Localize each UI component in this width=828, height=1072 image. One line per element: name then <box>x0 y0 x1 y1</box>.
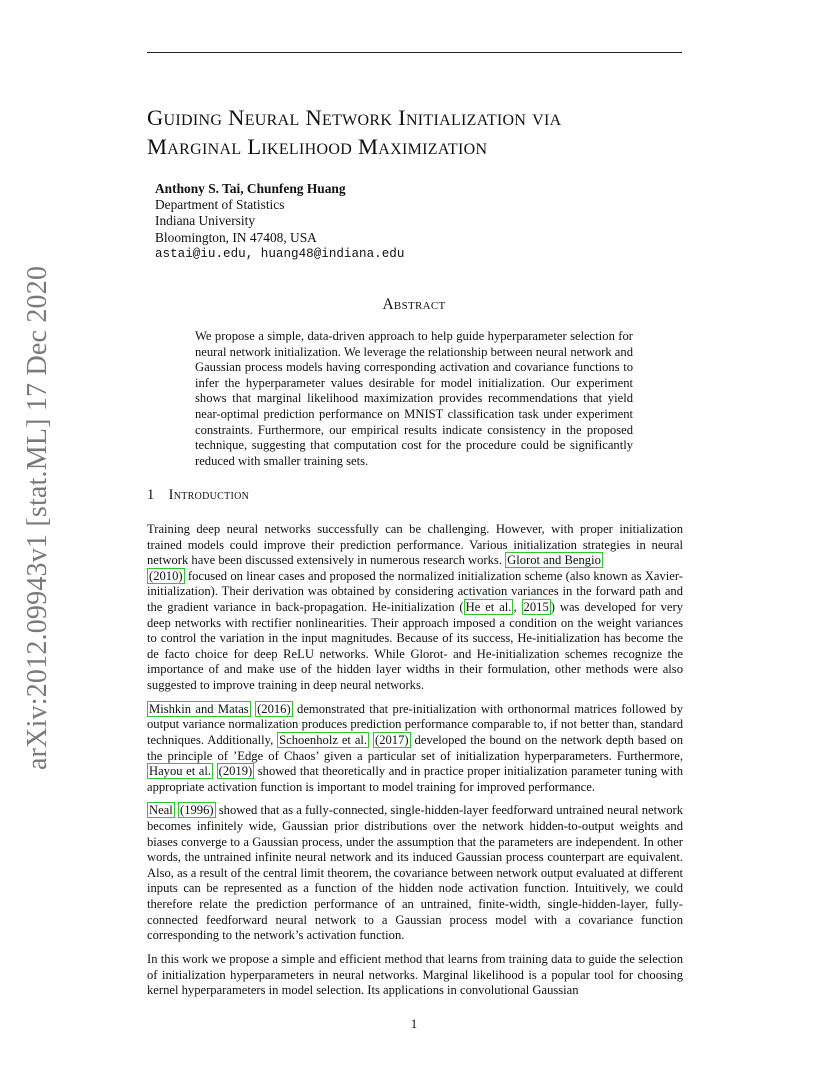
p4-text-1: In this work we propose a simple and efficient method that learns from training data to guide the selection of initialization hyperparameters in neural networks. Marginal likelihood is a popular tool for choosing kernel hyperparameters in model selection. Its applications in convolutional Gaussian <box>147 952 683 998</box>
author-university: Indiana University <box>155 213 256 229</box>
p2-text-2: developed the bound on the network depth based on the principle of ’Edge of Chaos’ given a particular set of initialization hyperparameters. Furthermore, <box>147 732 683 763</box>
abstract-heading: Abstract <box>382 296 446 313</box>
citation-hayou-year[interactable]: (2019) <box>218 764 253 779</box>
p1-text-1: Training deep neural networks successfully can be challenging. However, with proper initialization trained models could improve their prediction performance. Various initialization strategies in neural network have been discussed extensively in numerous research works. <box>147 522 683 568</box>
section-title: Introduction <box>168 487 250 503</box>
author-block <box>155 181 404 262</box>
p2-text-3: showed that theoretically and in practice proper initialization parameter tuning with appropriate activation function is important to model training for improved performance. <box>147 764 683 794</box>
citation-mishkin-matas[interactable]: Mishkin and Matas <box>149 701 249 716</box>
author-address: Bloomington, IN 47408, USA <box>155 229 317 245</box>
title-line-1: Guiding Neural Network Initialization via <box>147 105 562 130</box>
p1-text-3: ) was developed for very deep networks with rectifier nonlinearities. Their approach imposed a condition on the weight variances to control the variation in the input magnitudes. Because of its success, He-initialization has become the de facto choice for deep ReLU networks. While Glorot- and He-initialization schemes recognize the importance of and make use of the hidden layer widths in their formulation, other methods were also suggested to improve training in deep neural networks. <box>147 599 684 692</box>
paper-title <box>147 104 687 161</box>
citation-he-et-al-year[interactable]: 2015 <box>523 599 549 614</box>
citation-schoenholz[interactable]: Schoenholz et al. <box>279 732 368 747</box>
title-line-2: Marginal Likelihood Maximization <box>147 133 488 159</box>
citation-neal[interactable]: Neal <box>149 803 173 818</box>
citation-glorot-bengio-year[interactable]: (2010) <box>149 568 183 583</box>
citation-glorot-bengio[interactable]: Glorot and Bengio <box>507 553 601 568</box>
paragraph-2 <box>147 702 683 796</box>
paragraph-3 <box>147 803 683 943</box>
section-heading-introduction <box>147 487 249 504</box>
author-department: Department of Statistics <box>155 197 285 213</box>
author-emails[interactable]: astai@iu.edu, huang48@indiana.edu <box>155 246 405 261</box>
arxiv-identifier-stamp[interactable]: arXiv:2012.09943v1 [stat.ML] 17 Dec 2020 <box>22 265 53 770</box>
paragraph-1: Training deep neural networks successfully can be challenging. However, with proper initialization trained models could improve their prediction performance. Various initialization strategies in neural network have been discussed extensively in numerous research works. Glorot and Bengio (2010) focused on linear cases and proposed the normalized initialization scheme (also known as Xavier-initialization). Their derivation was obtained by considering activation variances in the forward path and the gradient variance in back-propagation. He-initialization ( He et al. , 2015 ) was developed for very deep networks with rectifier nonlinearities. Their approach imposed a condition on the weight variances to control the variation in the input magnitudes. Because of its success, He-initialization has become the de facto choice for deep ReLU networks. While Glorot- and He-initialization schemes recognize the importance of and make use of the hidden layer widths in their formulation, other methods were also suggested to improve training in deep neural networks. <box>147 522 684 692</box>
citation-he-et-al[interactable]: He et al. <box>465 599 512 614</box>
p3-text-1: showed that as a fully-connected, single-hidden-layer feedforward untrained neural network becomes infinitely wide, Gaussian prior distributions over the network hidden-to-output weights and biases converge to a Gaussian process, under the assumption that the parameters are independent. In other words, the untrained infinite neural network and its induced Gaussian process counterpart are equivalent. Also, as a result of the central limit theorem, the covariance between network output evaluated at different inputs can be represented as a function of the hidden node activation function. Intuitively, we could therefore relate the prediction performance of an untrained, finite-width, single-hidden-layer, fully-connected feedforward neural network to a Gaussian process model with a covariance function corresponding to the network’s activation function. <box>147 803 683 943</box>
citation-neal-year[interactable]: (1996) <box>180 803 214 818</box>
page-number: 1 <box>410 1016 418 1031</box>
paragraph-4 <box>147 952 683 999</box>
introduction-body <box>147 522 683 1007</box>
abstract-text: We propose a simple, data-driven approach to help guide hyperparameter selection for neural network initialization. We leverage the relationship between neural network and Gaussian process models having corresponding activation and covariance functions to infer the hyperparameter values desirable for model initialization. Our experiment shows that marginal likelihood maximization provides recommendations that yield near-optimal prediction performance on MNIST classification task under experiment constraints. Furthermore, our empirical results indicate consistency in the proposed technique, suggesting that computation cost for the procedure could be significantly reduced with smaller training sets. <box>195 329 633 468</box>
author-names: Anthony S. Tai, Chunfeng Huang <box>155 181 346 196</box>
p1-text-2: focused on linear cases and proposed the normalized initialization scheme (also known as Xavier-initialization). Their derivation was obtained by considering activation variances in the forward path and the gradient variance in back-propagation. He-initialization ( <box>147 568 683 614</box>
section-number: 1 <box>147 487 155 503</box>
top-rule <box>147 52 682 53</box>
p2-text-1: demonstrated that pre-initialization with orthonormal matrices followed by output variance normalization produces prediction performance comparable to, if not better than, standard techniques. Additionally, <box>147 701 683 747</box>
citation-mishkin-matas-year[interactable]: (2016) <box>257 701 291 716</box>
citation-hayou[interactable]: Hayou et al. <box>149 764 212 779</box>
citation-schoenholz-year[interactable]: (2017) <box>375 732 409 747</box>
